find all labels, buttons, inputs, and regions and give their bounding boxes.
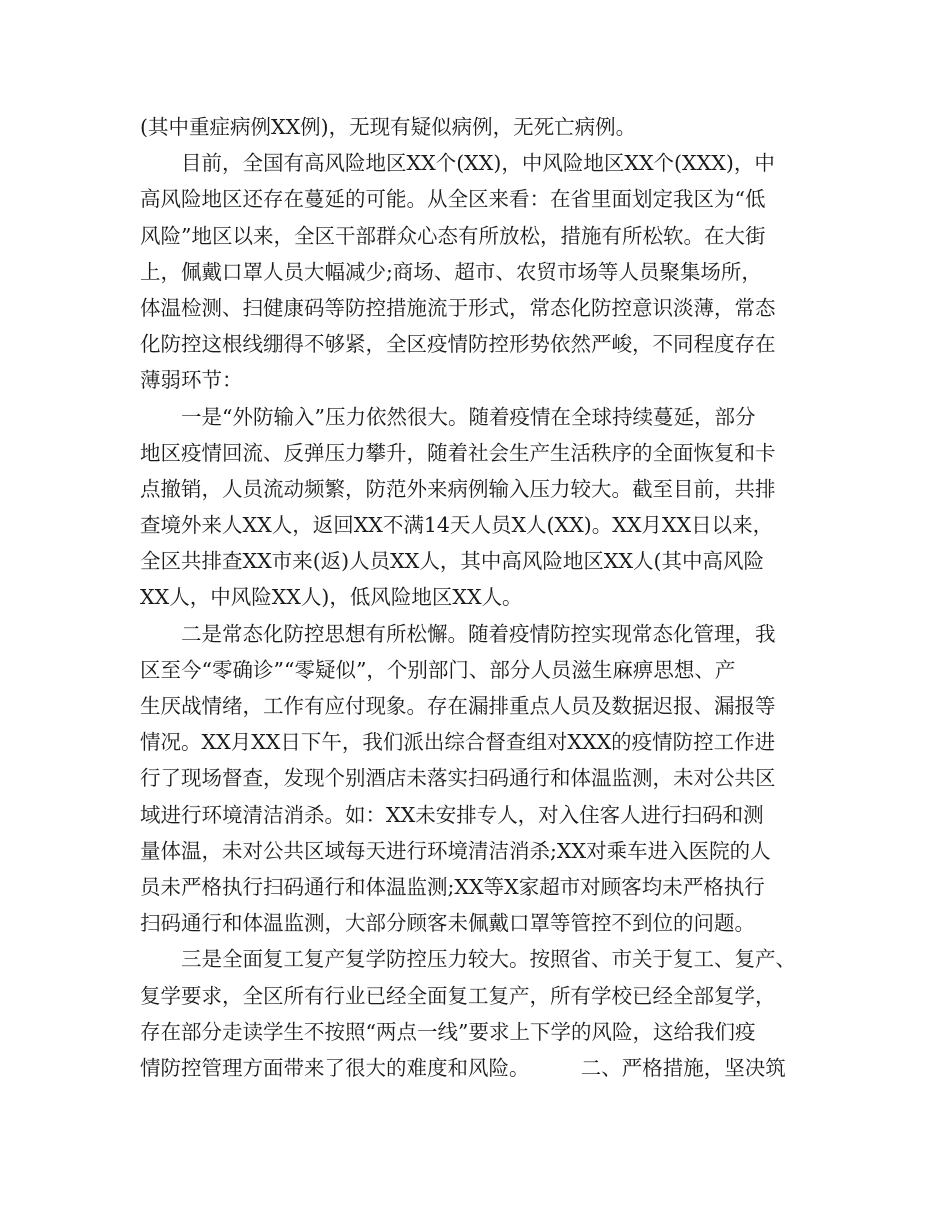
body-line: (其中重症病例XX例)，无现有疑似病例，无死亡病例。 <box>140 115 637 139</box>
body-line: 存在部分走读学生不按照“两点一线”要求上下学的风险，这给我们疫 <box>140 1019 756 1044</box>
paragraph-first-line: 二是常态化防控思想有所松懈。随着疫情防控实现常态化管理，我 <box>181 621 776 646</box>
body-line: 查境外来人XX人，返回XX不满14天人员X人(XX)。XX月XX日以来， <box>140 513 774 538</box>
body-line: 风险”地区以来，全区干部群众心态有所放松，措施有所松软。在大街 <box>140 223 766 248</box>
body-line: 行了现场督查，发现个别酒店未落实扫码通行和体温监测，未对公共区 <box>140 766 776 791</box>
document-body <box>140 109 830 1086</box>
body-line: 量体温，未对公共区域每天进行环境清洁消杀;XX对乘车进入医院的人 <box>140 838 771 863</box>
body-line: 化防控这根线绷得不够紧，全区疫情防控形势依然严峻，不同程度存在 <box>140 332 776 357</box>
body-line: 情况。XX月XX日下午，我们派出综合督查组对XXX的疫情防控工作进 <box>140 730 776 755</box>
body-line: 区至今“零确诊”“零疑似”，个别部门、部分人员滋生麻痹思想、产 <box>140 657 736 682</box>
body-line: XX人，中风险XX人)，低风险地区XX人。 <box>140 585 523 610</box>
body-line: 复学要求，全区所有行业已经全面复工复产，所有学校已经全部复学， <box>140 983 776 1008</box>
paragraph-first-line: 一是“外防输入”压力依然很大。随着疫情在全球持续蔓延，部分 <box>181 404 756 429</box>
body-line: 点撤销，人员流动频繁，防范外来病例输入压力较大。截至目前，共排 <box>140 476 776 501</box>
paragraph-first-line: 三是全面复工复产复学防控压力较大。按照省、市关于复工、复产、 <box>181 947 796 972</box>
body-line: 高风险地区还存在蔓延的可能。从全区来看：在省里面划定我区为“低 <box>140 187 766 212</box>
body-line: 生厌战情绪，工作有应付现象。存在漏排重点人员及数据迟报、漏报等 <box>140 694 776 718</box>
body-line: 员未严格执行扫码通行和体温监测;XX等X家超市对顾客均未严格执行 <box>140 874 765 899</box>
body-line: 域进行环境清洁消杀。如：XX未安排专人，对入住客人进行扫码和测 <box>140 802 764 827</box>
body-line: 薄弱环节： <box>140 368 243 393</box>
body-line: 体温检测、扫健康码等防控措施流于形式，常态化防控意识淡薄，常态 <box>140 295 776 320</box>
body-line: 情防控管理方面带来了很大的难度和风险。 二、严格措施，坚决筑 <box>140 1055 786 1080</box>
body-line: 地区疫情回流、反弹压力攀升，随着社会生产生活秩序的全面恢复和卡 <box>140 440 776 465</box>
body-line: 扫码通行和体温监测，大部分顾客未佩戴口罩等管控不到位的问题。 <box>140 911 755 936</box>
body-line: 上，佩戴口罩人员大幅减少;商场、超市、农贸市场等人员聚集场所， <box>140 259 762 284</box>
paragraph-first-line: 目前，全国有高风险地区XX个(XX)，中风险地区XX个(XXX)，中 <box>181 151 775 176</box>
body-line: 全区共排查XX市来(返)人员XX人，其中高风险地区XX人(其中高风险 <box>140 549 765 574</box>
